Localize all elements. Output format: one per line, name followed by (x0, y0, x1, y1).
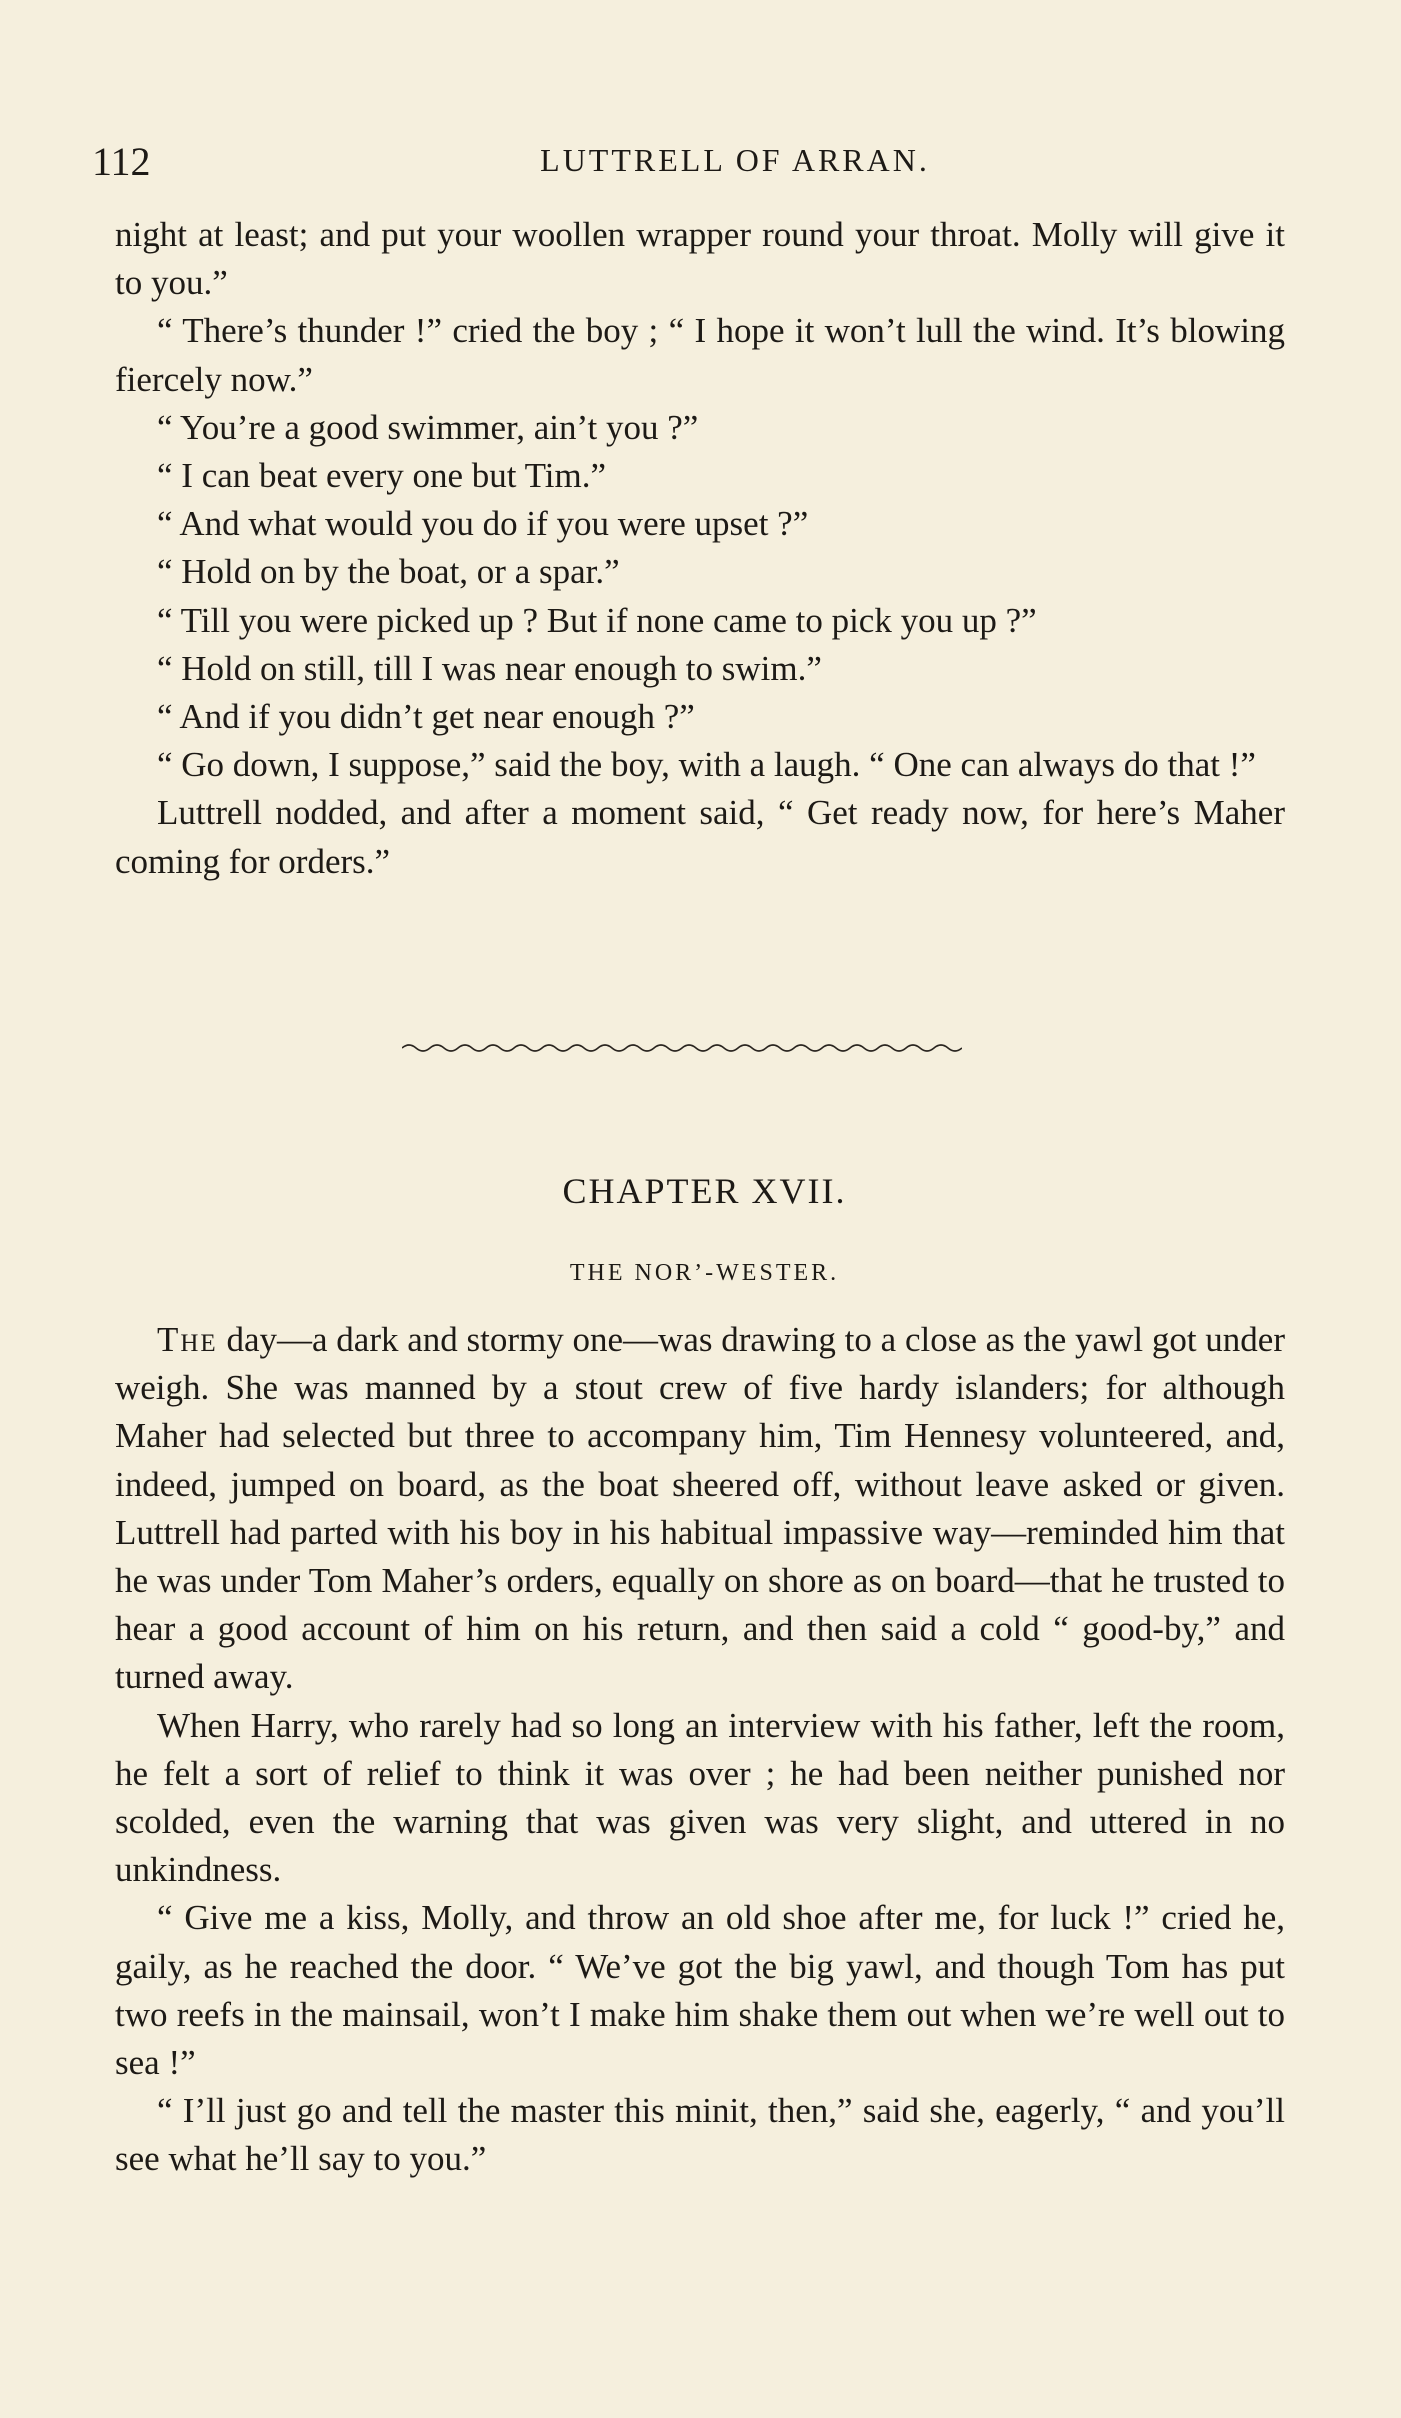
paragraph: “ I’ll just go and tell the master this minit, then,” said she, eagerly, “ and you’ll see what he’ll say to you.” (115, 2091, 1285, 2179)
paragraph: Luttrell nodded, and after a moment said, “ Get ready now, for here’s Maher coming for orders.” (115, 793, 1285, 881)
opening-text: day—a dark and stormy one—was drawing to a close as the yawl got under weigh. She was manned by a stout crew of five hardy islanders; for although Maher had selected but three to accompany him, Tim Hennesy volunteered, and, indeed, jumped on board, as the boat sheered off, without leave asked or given. Luttrell had parted with his boy in his habitual impassive way—reminded him that he was under Tom Maher’s orders, equally on shore as on board—that he trusted to hear a good account of him on his return, and then said a cold “ good-by,” and turned away. (115, 1320, 1285, 1697)
running-head (92, 138, 1288, 188)
paragraph: When Harry, who rarely had so long an interview with his father, left the room, he felt a sort of relief to think it was over ; he had been neither punished nor scolded, even the warning that was given was very slight, and uttered in no unkindness. (115, 1705, 1285, 1890)
paragraph: “ There’s thunder !” cried the boy ; “ I hope it won’t lull the wind. It’s blowing fiercely now.” (115, 311, 1285, 399)
opening-word: The (157, 1320, 218, 1359)
paragraph: “ And what would you do if you were upset ?” (157, 504, 809, 544)
chapter-opening-paragraph (115, 1316, 1285, 1702)
text-block-top (115, 211, 1285, 886)
paragraph: “ Go down, I suppose,” said the boy, with a laugh. “ One can always do that !” (157, 745, 1256, 785)
chapter-subtitle: THE NOR’-WESTER. (569, 1260, 840, 1286)
paragraph: “ Hold on still, till I was near enough to swim.” (157, 648, 822, 688)
text-block-chapter (115, 1316, 1285, 2184)
paragraph: “ I can beat every one but Tim.” (157, 456, 607, 496)
paragraph: night at least; and put your woollen wrapper round your throat. Molly will give it to you.” (115, 215, 1285, 303)
page-number: 112 (92, 139, 151, 184)
paragraph: “ Till you were picked up ? But if none came to pick you up ?” (157, 600, 1037, 640)
paragraph: “ And if you didn’t get near enough ?” (157, 697, 695, 737)
paragraph: “ Hold on by the boat, or a spar.” (157, 552, 620, 592)
running-title: LUTTRELL OF ARRAN. (540, 142, 930, 178)
chapter-title: CHAPTER XVII. (562, 1171, 847, 1211)
paragraph: “ Give me a kiss, Molly, and throw an old shoe after me, for luck !” cried he, gaily, as he reached the door. “ We’ve got the big yawl, and though Tom has put two reefs in the mainsail, won’t I make him shake them out when we’re well out to sea !” (115, 1898, 1285, 2083)
paragraph: “ You’re a good swimmer, ain’t you ?” (157, 407, 699, 447)
wavy-divider-ornament (402, 1041, 962, 1055)
